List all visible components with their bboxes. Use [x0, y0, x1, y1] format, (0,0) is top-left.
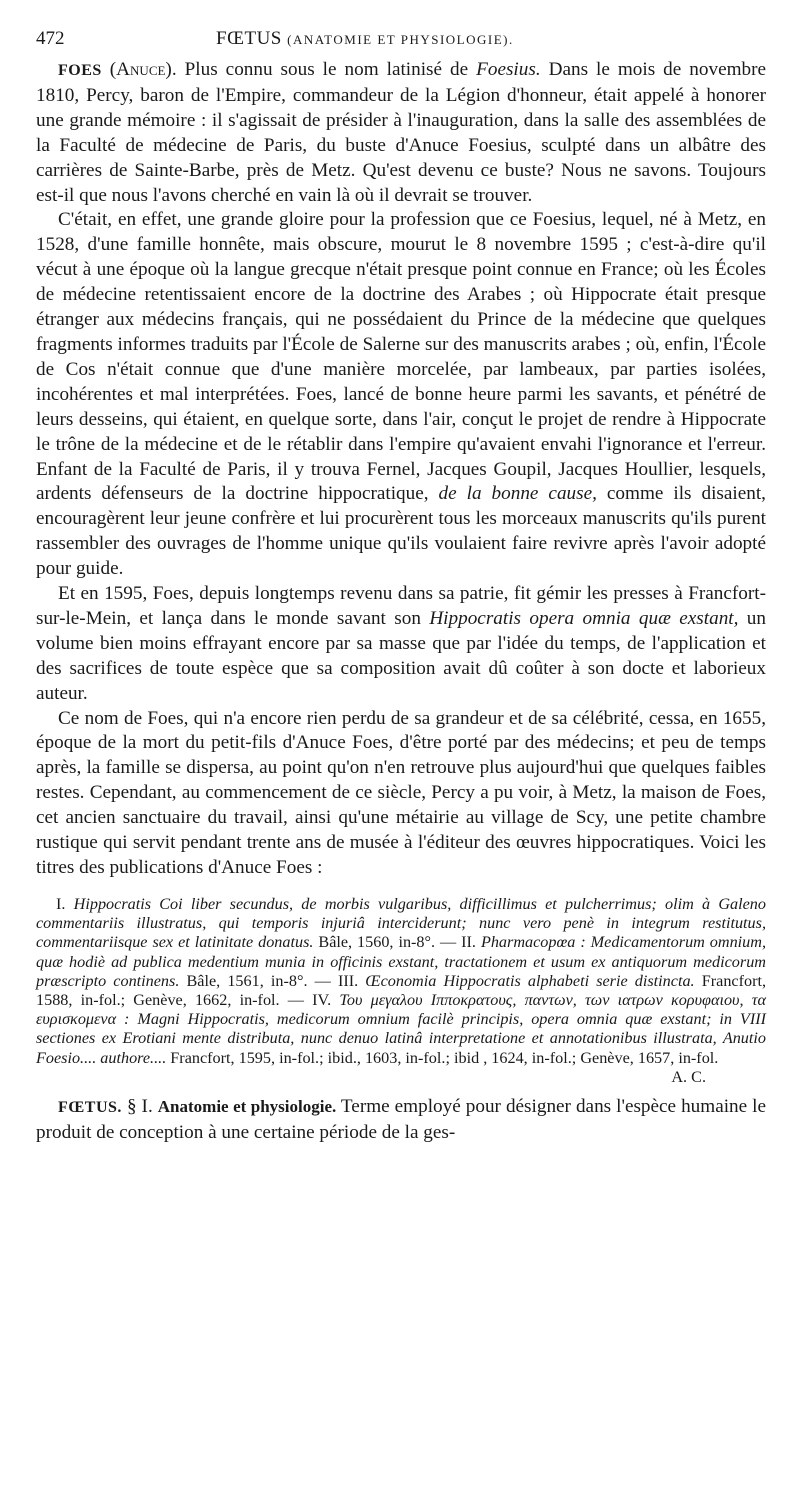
italic-phrase: de la bonne cause,	[438, 483, 597, 505]
paragraph-text: Terme employé pour désigner dans l'espèce humaine le produit de conception à une certaine période de la ges-	[36, 1095, 767, 1143]
paragraph-text: un volume bien moins effrayant encore par sa masse que par l'idée du temps, de l'application et des sacrifices de toute espèce que sa composition avait dû coûter à son docte et laborieux auteur.	[36, 607, 766, 704]
paragraph-text: comme ils disaient, encouragèrent leur jeune confrère et lui procurèrent tous les morceaux manuscrits qu'ils purent rassembler des ouvrages de l'homme unique qu'ils voulaient faire revivre après l'avoir adopté pour guide.	[36, 483, 766, 580]
pub-imprint: Francfort, 1588, in-fol.; Genève, 1662, in-fol.	[36, 971, 767, 1009]
foes-paragraph-3	[36, 582, 766, 707]
pub-number: — III.	[307, 971, 359, 990]
publications-list	[36, 894, 767, 1086]
paragraph-text: Plus connu sous le nom latinisé de	[184, 59, 477, 80]
entry-headword: FOES	[58, 62, 102, 79]
paragraph-text: Dans le mois de novembre 1810, Percy, baron de l'Empire, commandeur de la Légion d'honneur, était appelé à honorer une grande mémoire : il s'agissait de présider à l'inauguration, dans la salle des assemblées de la Faculté de médecine de Paris, du buste d'Anuce Foesius, sculpté dans un albâtre des carrières de Sainte-Barbe, près de Metz. Qu'est devenu ce buste? Nous ne savons. Toujours est-il que nous l'avons cherché en vain là où il devrait se trouver.	[36, 59, 767, 206]
pub-number: — II.	[435, 933, 476, 952]
pub-title: Hippocratis Coi liber secundus, de morbis vulgaribus, difficillimus et pulcherrimus; olim à Galeno commentariis illustratus, qui temporis injuriâ interciderunt; nunc vero penè in integrum restitutus, commentariisque sex et latinitate donatus.	[36, 894, 766, 952]
section-mark: § I.	[126, 1095, 153, 1117]
pub-title: Magni Hippocratis, medicorum omnium facilè principis, opera omnia quæ exstant; in VIII sectiones ex Erotiani mente distributa, nunc denuo latinâ interpretatione et annotationibus illustrata, Anutio Foesio.... authore....	[36, 1010, 766, 1067]
document-page	[36, 28, 766, 1145]
foes-paragraph-1	[36, 58, 766, 208]
foetus-entry	[36, 1094, 766, 1145]
section-title: Anatomie et physiologie.	[157, 1096, 337, 1116]
foes-paragraph-4: Ce nom de Foes, qui n'a encore rien perdu de sa grandeur et de sa célébrité, cessa, en 1655, époque de la mort du petit-fils d'Anuce Foes, d'être porté par des médecins; et peu de temps après, la famille se dispersa, au point qu'on n'en retrouve plus aujourd'hui que quelques faibles restes. Cependant, au commencement de ce siècle, Percy a pu voir, à Metz, la maison de Foes, cet ancien sanctuaire du travail, ainsi qu'une métairie au village de Scy, une petite chambre rustique qui servit pendant trente ans de musée à l'éditeur des œuvres hippocratiques. Voici les titres des publications d'Anuce Foes :	[36, 707, 766, 878]
page-header	[36, 28, 766, 58]
author-signature: A. C.	[671, 1067, 706, 1086]
book-title: Hippocratis opera omnia quæ exstant,	[429, 607, 739, 629]
running-head-title: FŒTUS	[216, 28, 282, 49]
pub-imprint: Bâle, 1561, in-8°.	[179, 971, 308, 990]
foes-paragraph-2	[36, 208, 766, 582]
pub-title: Œconomia Hippocratis alphabeti serie distincta.	[358, 971, 695, 990]
paragraph-text: Et en 1595, Foes, depuis longtemps revenu dans sa patrie, fit gémir les presses à Francfort-sur-le-Mein, et lança dans le monde savant son	[36, 583, 766, 629]
running-head	[156, 28, 766, 50]
paragraph-text: C'était, en effet, une grande gloire pour la profession que ce Foesius, lequel, né à Metz, en 1528, d'une famille honnête, mais obscure, mourut le 8 novembre 1595 ; c'est-à-dire qu'il vécut à une époque où la langue grecque n'était presque point connue en France; où les Écoles de médecine retentissaient encore de la doctrine des Arabes ; où Hippocrate était presque étranger aux médecins français, qui ne possédaient du Prince de la médecine que quelques fragments informes traduits par l'École de Salerne sur des manuscrits arabes ; où, enfin, l'École de Cos n'était connue que d'une manière morcelée, par lambeaux, par parties isolées, incohérentes et mal interprétées. Foes, lancé de bonne heure parmi les savants, et pénétré de leurs desseins, qui étaient, en quelque sorte, dans l'air, conçut le projet de rendre à Hippocrate le trône de la médecine et de le rétablir dans l'empire qu'avaient envahi l'ignorance et l'erreur. Enfant de la Faculté de Paris, il y trouva Fernel, Jacques Goupil, Jacques Houllier, lesquels, ardents défenseurs de la doctrine hippocratique,	[36, 209, 766, 505]
pub-number: — IV.	[279, 990, 332, 1009]
entry-headword: FŒTUS.	[58, 1098, 122, 1116]
pub-number: I.	[56, 894, 66, 913]
pub-greek-title: Του μεγαλου Ιπποκρατους, παντων, των ιατρων κορυφαιου, τα ευρισκομενα :	[36, 990, 767, 1029]
pub-title: Pharmacopœa : Medicamentorum omnium, quæ hodiè ad publica medentium munia in officinis exstant, tractationem et usum ex antiquorum medicorum præscripto continens.	[36, 933, 767, 990]
running-head-subtitle: (ANATOMIE ET PHYSIOLOGIE).	[287, 32, 514, 47]
latin-name: Foesius.	[476, 59, 541, 80]
pub-imprint: Francfort, 1595, in-fol.; ibid., 1603, in-fol.; ibid , 1624, in-fol.; Genève, 1657, in-fol.	[166, 1048, 719, 1067]
pub-imprint: Bâle, 1560, in-8°.	[313, 933, 436, 952]
page-number: 472	[36, 28, 65, 49]
entry-first-name: (Anuce).	[109, 59, 177, 80]
